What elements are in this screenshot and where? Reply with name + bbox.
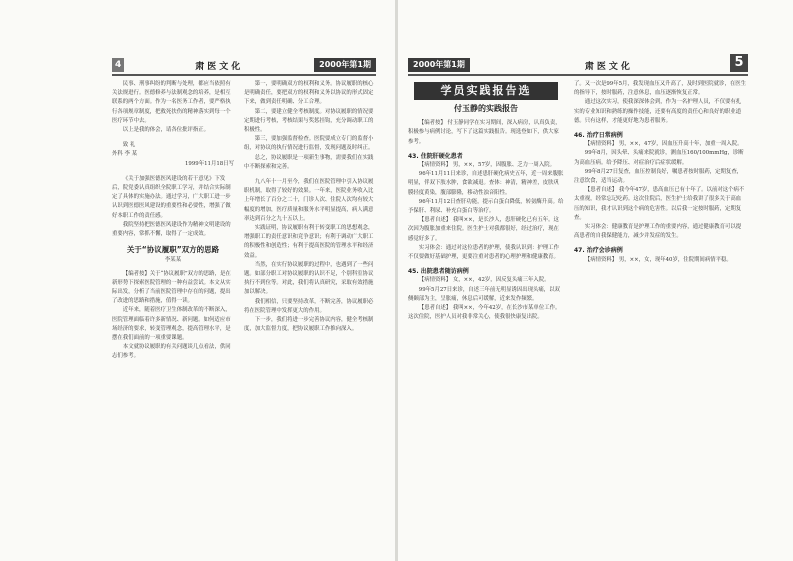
- right-issue-label: 2000年第1期: [408, 58, 470, 72]
- paragraph: 民事、刑事纠纷的判断与处理，都应当依照有关法规进行。医德修养与法制观念的培养，是相互联系的两个方面。作为一名医务工作者，要严格执行各项规章制度，把救死扶伤的精神落实到每一个医疗环节中去。: [112, 81, 231, 124]
- right-column-2: [574, 80, 746, 541]
- paragraph: 99年8月，因头晕、头痛来院就诊，测血压160/100mmHg，诊断为高血压病。给予降压、对症治疗后症状缓解。: [574, 150, 744, 166]
- left-header-rule: [112, 74, 376, 76]
- left-journal-name: 肃医文化: [195, 61, 244, 72]
- right-page: [398, 0, 793, 561]
- left-issue-label: 2000年第1期: [314, 58, 376, 72]
- paragraph: 本文就协议履职的有关问题谈几点看法，供同志们参考。: [112, 344, 231, 360]
- paragraph: 【病情资料】 女，××，42岁，因反复头痛三年入院。: [418, 277, 550, 284]
- right-column-1: [408, 80, 564, 541]
- paragraph: 九八年十一月至今，我们在医院管理中引入协议履职机制，取得了较好的效果。一年来，医院业务收入比上年增长了百分之二十，门诊人次、住院人次均有较大幅度的增加，医疗质量和服务水平明显提高，病人满意率达到百分之九十五以上。: [244, 179, 374, 222]
- right-page-header: [408, 58, 748, 72]
- paragraph: 第一，要明确双方的权利和义务。协议履职的核心是明确责任，要把双方的权利和义务以协议的形式固定下来，做到责任明确、分工合理。: [244, 81, 374, 106]
- paragraph: 了。又一次是99年5月，我发现血压又升高了，及时到医院就诊，在医生的指导下，按时服药，注意休息，血压逐渐恢复正常。: [574, 81, 746, 97]
- paragraph: 【病情资料】 男，××，47岁，因血压升高十年，加重一周入院。: [584, 141, 743, 148]
- left-page-header: [112, 58, 376, 72]
- editor-note: 【编者按】 付玉静同学在实习期间，深入病房，认真负责，积极参与病例讨论，写下了这篇实践报告。现选登如下，供大家参考。: [408, 120, 561, 145]
- left-column-1: [112, 80, 234, 541]
- left-page-number: 4: [112, 58, 124, 72]
- article-byline: 李某某: [164, 257, 182, 264]
- left-column-2: [244, 80, 376, 541]
- paragraph: 下一步，我们将进一步完善协议内容，健全考核制度，加大监督力度，把协议履职工作推向深入。: [244, 317, 374, 333]
- paragraph: 【编者按】关于“协议履职”双方的思路，是在新形势下探索医院管理的一种有益尝试。本文从实际出发，分析了当前医院管理中存在的问题，提出了改进的思路和措施，值得一读。: [112, 270, 231, 305]
- paragraph: 总之，协议履职是一项新生事物，需要我们在实践中不断探索和完善。: [244, 154, 374, 170]
- paragraph: 【患者自述】 我叫××，今年42岁，在长沙市某单位工作。这次住院，医护人员对我非常关心，使我很快康复出院。: [408, 305, 561, 321]
- left-page: [0, 0, 395, 561]
- paragraph: 96年11月12日查肝功能，提示白蛋白降低，转氨酶升高。给予保肝、利尿、补充白蛋白等治疗。: [408, 198, 564, 215]
- case-heading: 46. 治疗日常病例: [574, 132, 623, 140]
- case-heading: 43. 住院肝硬化患者: [408, 152, 463, 160]
- right-header-rule: [408, 74, 748, 76]
- case-heading: 45. 出院患者随访病例: [408, 268, 469, 276]
- article-title: 关于“协议履职”双方的思路: [126, 245, 220, 255]
- paragraph: 《关于加强医德医风建设的若干意见》下发后，院党委认真组织全院职工学习，并结合实际制定了具体的实施办法。通过学习，广大职工进一步认识到医德医风建设的重要性和必要性，增强了做好本职工作的责任感。: [112, 175, 231, 219]
- paragraph: 实习体会：健康教育是护理工作的重要内容，通过健康教育可以提高患者的自我保健能力，减少并发症的发生。: [574, 224, 742, 240]
- paragraph: 【病情资料】 男，××，女，现年40岁，住院期间病情平稳。: [584, 256, 732, 263]
- case-heading: 47. 治疗会诊病例: [574, 247, 623, 255]
- right-page-number: 5: [730, 54, 748, 72]
- paragraph: 【患者自述】 我叫××，是长沙人，患肝硬化已有五年。这次因为腹胀加重来住院。医生护士对我都很好，经过治疗，现在感觉好多了。: [408, 217, 559, 242]
- paragraph: 我们相信，只要坚持改革，不断完善，协议履职必将在医院管理中发挥更大的作用。: [244, 298, 374, 314]
- right-journal-name: 肃医文化: [584, 61, 633, 72]
- paragraph: 以上是我的体会，请各位批评指正。: [122, 127, 210, 134]
- paragraph: 【患者自述】 我今年47岁，患高血压已有十年了。以前对这个病不太重视，经常忘记吃药。这次住院后，医生护士给我讲了很多关于高血压的知识，我才认识到这个病的危害性。以后我一定按时服药，定期复查。: [574, 187, 745, 221]
- paragraph: 我院坚持把医德医风建设作为精神文明建设的重要内容，常抓不懈，取得了一定成效。: [112, 221, 231, 238]
- paragraph: 实习体会：通过对这位患者的护理，使我认识到：护理工作不仅要做好基础护理，更要注重对患者的心理护理和健康教育。: [408, 244, 559, 261]
- paragraph: 96年11月11日来诊，自述患肝硬化病史五年，近一周来腹胀明显，伴双下肢水肿，食欲减退。查体：神清，精神差，皮肤巩膜轻度黄染，腹部膨隆，移动性浊音阳性。: [408, 171, 564, 196]
- letter-signature: 外科 李 某: [112, 151, 137, 158]
- section-banner: 学员实践报告选: [414, 82, 558, 100]
- paragraph: 实践证明，协议履职有利于转变职工的思想观念，增强职工的责任意识和竞争意识；有利于调动广大职工的积极性和创造性；有利于提高医院的管理水平和经济效益。: [244, 225, 374, 259]
- paragraph: 通过这次实习，使我深深体会到，作为一名护理人员，不仅要有扎实的专业知识和熟练的操作技能，还要有高度的责任心和良好的职业道德。只有这样，才能更好地为患者服务。: [574, 99, 742, 124]
- paragraph: 近年来，随着医疗卫生体制改革的不断深入，医院管理面临着许多新情况、新问题。如何适应市场经济的要求，转变管理观念，提高管理水平，是摆在我们面前的一项重要课题。: [112, 307, 231, 342]
- letter-date: 1999年11月18日写: [184, 160, 234, 167]
- paragraph: 第三，要加强监督检查。医院要成立专门的监督小组，对协议的执行情况进行监督，发现问题及时纠正。: [244, 136, 374, 152]
- letter-closing: 致 礼: [122, 142, 136, 149]
- paragraph: 【病情资料】 男，××，57岁，因腹胀、乏力一周入院。: [418, 162, 555, 169]
- paragraph: 99年5月27日来诊，自述三年前无明显诱因出现头痛，以双侧颞部为主，呈胀痛，休息后可缓解，近来发作频繁。: [408, 286, 560, 302]
- paragraph: 当然，在实行协议履职的过程中，也遇到了一些问题。如部分职工对协议履职的认识不足，个别科室协议执行不到位等。对此，我们将认真研究，采取有效措施加以解决。: [244, 261, 374, 296]
- paragraph: 第二，要建立健全考核制度。对协议履职的情况要定期进行考核，考核结果与奖惩挂钩，充分调动职工的积极性。: [244, 108, 374, 134]
- report-subtitle: 付玉静的实践报告: [454, 104, 518, 113]
- paragraph: 99年8月27日复查，血压控制良好，嘱患者按时服药，定期复查，注意饮食，适当运动。: [574, 168, 743, 185]
